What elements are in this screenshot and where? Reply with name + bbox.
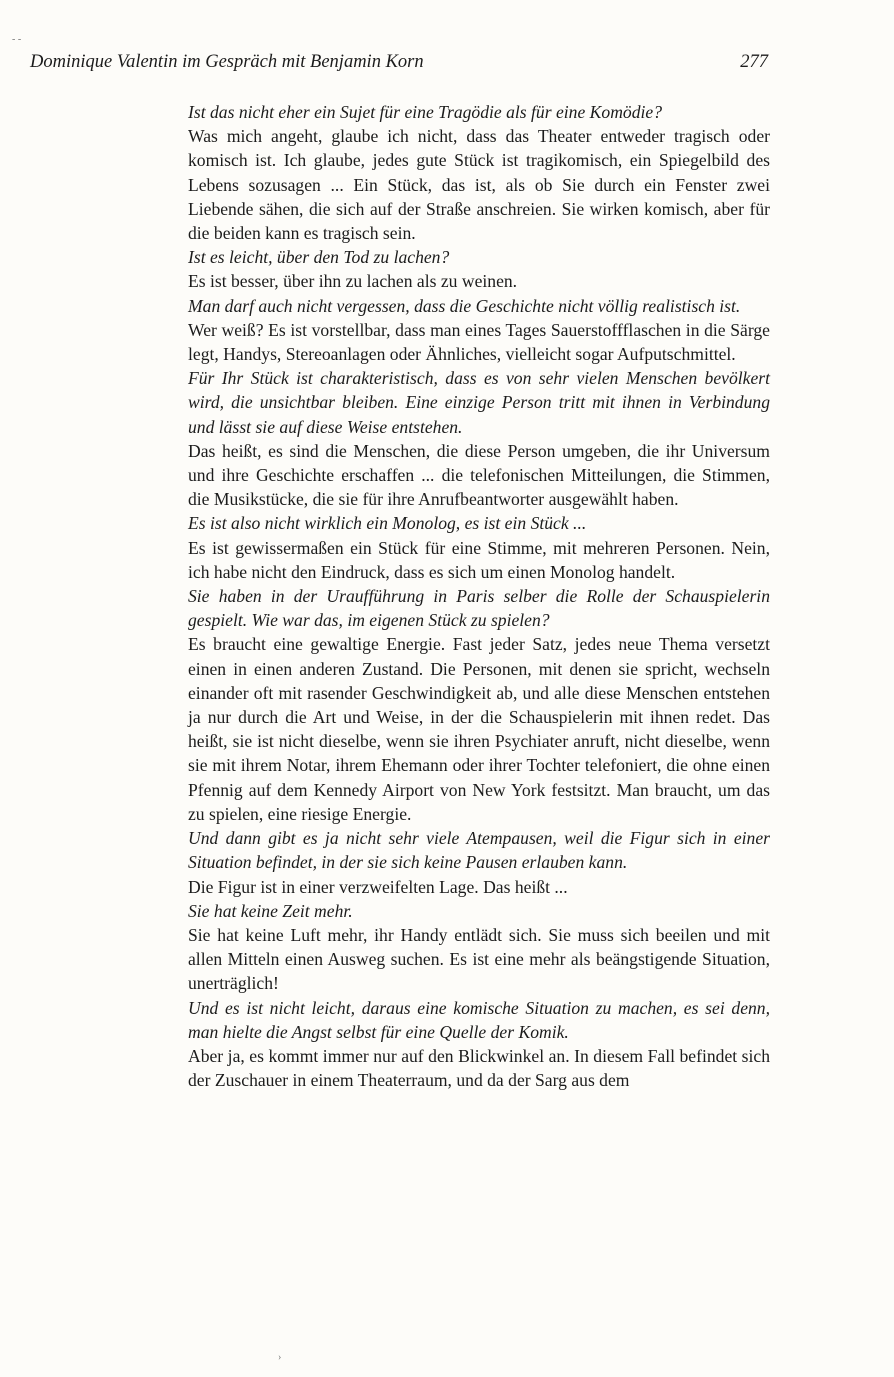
interview-question: Und dann gibt es ja nicht sehr viele Atempausen, weil die Figur sich in einer Situation befindet, in der sie sich keine Pausen erlauben kann. bbox=[188, 828, 770, 873]
interview-answer: Was mich angeht, glaube ich nicht, dass das Theater entweder tragisch oder komisch ist. Ich glaube, jedes gute Stück ist tragikomisch, ein Spiegelbild des Lebens sozusagen ... Ein Stück, das ist, als ob Sie durch ein Fenster zwei Liebende sähen, die sich auf der Straße anschreien. Sie wirken komisch, aber für die beiden kann es tragisch sein. bbox=[188, 126, 770, 244]
page-number: 277 bbox=[740, 52, 768, 72]
interview-answer: Die Figur ist in einer verzweifelten Lage. Das heißt ... bbox=[188, 876, 568, 897]
paper-speck: - - bbox=[12, 34, 22, 45]
interview-question: Ist das nicht eher ein Sujet für eine Tragödie als für eine Komödie? bbox=[188, 102, 662, 122]
interview-text bbox=[188, 100, 770, 1092]
interview-question: Es ist also nicht wirklich ein Monolog, es ist ein Stück ... bbox=[188, 513, 587, 534]
paper-speck: › bbox=[278, 1352, 282, 1363]
interview-question: Man darf auch nicht vergessen, dass die Geschichte nicht völlig realistisch ist. bbox=[188, 295, 741, 316]
interview-question: Sie hat keine Zeit mehr. bbox=[188, 900, 353, 921]
interview-question: Für Ihr Stück ist charakteristisch, dass es von sehr vielen Menschen bevölkert wird, die unsichtbar bleiben. Eine einzige Person tritt mit ihnen in Verbindung und lässt sie auf diese Weise entstehen. bbox=[188, 368, 770, 437]
running-header bbox=[30, 52, 768, 73]
interview-question: Und es ist nicht leicht, daraus eine komische Situation zu machen, es sei denn, man hielte die Angst selbst für eine Quelle der Komik. bbox=[188, 997, 770, 1042]
interview-answer: Das heißt, es sind die Menschen, die diese Person umgeben, die ihr Universum und ihre Geschichte erschaffen ... die telefonischen Mitteilungen, die Stimmen, die Musikstücke, die sie für ihre Anrufbeantworter ausgewählt haben. bbox=[188, 440, 770, 510]
interview-answer: Es braucht eine gewaltige Energie. Fast jeder Satz, jedes neue Thema versetzt einen in einen anderen Zustand. Die Personen, mit denen sie spricht, wechseln einander oft mit rasender Geschwindigkeit ab, und alle diese Menschen entstehen ja nur durch die Art und Weise, in der die Schauspielerin mit ihnen redet. Das heißt, sie ist nicht dieselbe, wenn sie ihren Psychiater anruft, nicht dieselbe, wenn sie mit ihrem Notar, ihrem Ehemann oder ihrer Tochter telefoniert, die ohne einen Pfennig auf dem Kennedy Airport von New York festsitzt. Man braucht, um das zu spielen, eine riesige Energie. bbox=[188, 634, 770, 824]
running-title: Dominique Valentin im Gespräch mit Benjamin Korn bbox=[30, 52, 424, 72]
interview-answer: Aber ja, es kommt immer nur auf den Blickwinkel an. In diesem Fall befindet sich der Zuschauer in einem Theaterraum, und da der Sarg aus dem bbox=[188, 1045, 770, 1091]
interview-answer: Es ist besser, über ihn zu lachen als zu weinen. bbox=[188, 271, 518, 292]
interview-answer: Sie hat keine Luft mehr, ihr Handy entlädt sich. Sie muss sich beeilen und mit allen Mitteln einen Ausweg suchen. Es ist eine mehr als beängstigende Situation, unerträglich! bbox=[188, 924, 770, 994]
interview-answer: Es ist gewissermaßen ein Stück für eine Stimme, mit mehreren Personen. Nein, ich habe nicht den Eindruck, dass es sich um einen Monolog handelt. bbox=[188, 537, 770, 582]
interview-question: Ist es leicht, über den Tod zu lachen? bbox=[188, 247, 450, 268]
interview-question: Sie haben in der Uraufführung in Paris selber die Rolle der Schauspielerin gespielt. Wie war das, im eigenen Stück zu spielen? bbox=[188, 586, 770, 631]
interview-answer: Wer weiß? Es ist vorstellbar, dass man eines Tages Sauerstoffflaschen in die Särge legt, Handys, Stereoanlagen oder Ähnliches, vielleicht sogar Aufputschmittel. bbox=[188, 319, 770, 365]
